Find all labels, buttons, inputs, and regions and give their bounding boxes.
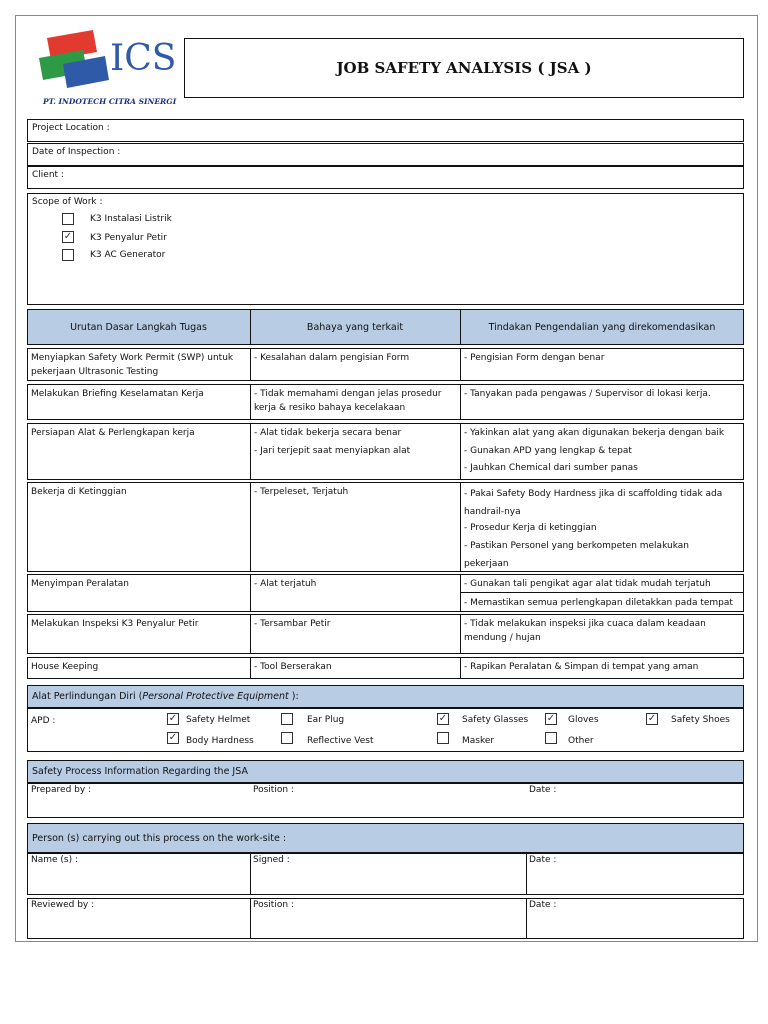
control-cell: - Tidak melakukan inspeksi jika cuaca dalam keadaan mendung / hujan bbox=[464, 619, 706, 643]
signed-label: Signed : bbox=[253, 855, 290, 865]
page-title: JOB SAFETY ANALYSIS ( JSA ) bbox=[336, 59, 592, 77]
task-cell: Persiapan Alat & Perlengkapan kerja bbox=[31, 428, 195, 438]
scope-checkbox-2[interactable]: ✓ bbox=[63, 231, 73, 242]
date-label: Date : bbox=[529, 900, 557, 910]
logo-shapes-icon bbox=[35, 28, 185, 108]
ppe-checkbox-masker[interactable] bbox=[437, 732, 449, 744]
ppe-item-label: Masker bbox=[462, 736, 495, 746]
control-cell: - Memastikan semua perlengkapan diletakkan pada tempat bbox=[464, 598, 733, 608]
control-cell: - Tanyakan pada pengawas / Supervisor di lokasi kerja. bbox=[464, 389, 711, 399]
control-cell: - Pakai Safety Body Hardness jika di scaffolding tidak ada handrail-nya bbox=[464, 489, 723, 517]
ppe-item-label: Other bbox=[568, 736, 594, 746]
task-cell: Melakukan Inspeksi K3 Penyalur Petir bbox=[31, 619, 199, 629]
date-inspection-label: Date of Inspection : bbox=[32, 147, 121, 157]
ppe-checkbox-other[interactable] bbox=[545, 732, 557, 744]
ppe-heading bbox=[27, 685, 744, 708]
ppe-item-label: Safety Helmet bbox=[186, 715, 251, 725]
scope-checkbox-3[interactable] bbox=[62, 249, 74, 261]
ppe-checkbox-gloves[interactable]: ✓ bbox=[546, 713, 556, 724]
task-cell: Menyimpan Peralatan bbox=[31, 579, 130, 589]
ppe-heading-prefix: Alat Perlindungan Diri ( bbox=[32, 691, 143, 702]
apd-label: APD : bbox=[31, 716, 56, 726]
client-field[interactable] bbox=[27, 166, 744, 189]
hazard-cell: - Tool Berserakan bbox=[254, 662, 332, 672]
hazard-cell: - Tidak memahami dengan jelas prosedur kerja & resiko bahaya kecelakaan bbox=[254, 389, 442, 413]
reviewed-row bbox=[27, 898, 744, 939]
date-label: Date : bbox=[529, 855, 557, 865]
column-header-control: Tindakan Pengendalian yang direkomendasikan bbox=[488, 321, 716, 333]
persons-heading: Person (s) carrying out this process on the work-site : bbox=[27, 823, 744, 853]
column-header-hazard: Bahaya yang terkait bbox=[306, 321, 404, 333]
ppe-heading-italic: Personal Protective Equipment bbox=[142, 691, 289, 702]
hazard-cell: - Alat terjatuh bbox=[254, 579, 317, 589]
scope-of-work-box bbox=[27, 193, 744, 305]
scope-item-label: K3 Instalasi Listrik bbox=[90, 214, 172, 224]
prepared-by-label: Prepared by : bbox=[31, 785, 92, 795]
hazard-cell: - Tersambar Petir bbox=[254, 619, 331, 629]
ppe-item-label: Safety Shoes bbox=[671, 715, 730, 725]
title-box bbox=[184, 38, 744, 98]
ppe-item-label: Gloves bbox=[568, 715, 599, 725]
project-location-label: Project Location : bbox=[32, 123, 110, 133]
control-cell: - Jauhkan Chemical dari sumber panas bbox=[464, 463, 638, 473]
hazard-cell: - Jari terjepit saat menyiapkan alat bbox=[254, 446, 411, 456]
hazard-cell: - Kesalahan dalam pengisian Form bbox=[254, 353, 410, 363]
names-label: Name (s) : bbox=[31, 855, 79, 865]
ppe-checkbox-ear-plug[interactable] bbox=[281, 713, 293, 725]
persons-row bbox=[27, 853, 744, 895]
ppe-checkbox-reflective-vest[interactable] bbox=[281, 732, 293, 744]
ppe-item-label: Reflective Vest bbox=[307, 736, 374, 746]
process-heading: Safety Process Information Regarding the JSA bbox=[27, 760, 744, 783]
client-label: Client : bbox=[32, 170, 64, 180]
control-cell: - Gunakan APD yang lengkap & tepat bbox=[464, 446, 632, 456]
scope-checkbox-1[interactable] bbox=[62, 213, 74, 225]
company-name: PT. INDOTECH CITRA SINERGI bbox=[43, 97, 177, 106]
control-cell: - Rapikan Peralatan & Simpan di tempat yang aman bbox=[464, 662, 699, 672]
ppe-checkbox-body-hardness[interactable]: ✓ bbox=[168, 732, 178, 743]
ppe-heading-suffix: ): bbox=[288, 691, 299, 702]
control-cell: - Yakinkan alat yang akan digunakan bekerja dengan baik bbox=[464, 428, 725, 438]
ppe-item-label: Body Hardness bbox=[186, 736, 254, 746]
ppe-checkbox-safety-glasses[interactable]: ✓ bbox=[438, 713, 448, 724]
svg-text:ICS: ICS bbox=[110, 38, 177, 79]
scope-item-label: K3 AC Generator bbox=[90, 250, 166, 260]
control-cell: - Pastikan Personel yang berkompeten melakukan pekerjaan bbox=[464, 541, 689, 569]
scope-label: Scope of Work : bbox=[32, 197, 103, 207]
hazard-cell: - Terpeleset, Terjatuh bbox=[254, 487, 349, 497]
position-label: Position : bbox=[253, 900, 294, 910]
reviewed-by-label: Reviewed by : bbox=[31, 900, 95, 910]
ppe-item-label: Safety Glasses bbox=[462, 715, 529, 725]
column-header-task: Urutan Dasar Langkah Tugas bbox=[70, 321, 207, 333]
process-box bbox=[27, 783, 744, 818]
task-cell: Menyiapkan Safety Work Permit (SWP) untuk pekerjaan Ultrasonic Testing bbox=[31, 353, 234, 377]
ppe-checkbox-safety-shoes[interactable]: ✓ bbox=[647, 713, 657, 724]
control-cell: - Pengisian Form dengan benar bbox=[464, 353, 605, 363]
date-inspection-field[interactable] bbox=[27, 143, 744, 166]
date-label: Date : bbox=[529, 785, 557, 795]
control-cell: - Gunakan tali pengikat agar alat tidak mudah terjatuh bbox=[464, 579, 711, 589]
ppe-item-label: Ear Plug bbox=[307, 715, 345, 725]
hazard-cell: - Alat tidak bekerja secara benar bbox=[254, 428, 402, 438]
project-location-field[interactable] bbox=[27, 119, 744, 142]
task-cell: Melakukan Briefing Keselamatan Kerja bbox=[31, 389, 204, 399]
task-cell: House Keeping bbox=[31, 662, 99, 672]
task-cell: Bekerja di Ketinggian bbox=[31, 487, 127, 497]
company-logo bbox=[35, 28, 185, 108]
position-label: Position : bbox=[253, 785, 294, 795]
ppe-checkbox-safety-helmet[interactable]: ✓ bbox=[168, 713, 178, 724]
ppe-box bbox=[27, 708, 744, 752]
control-cell: - Prosedur Kerja di ketinggian bbox=[464, 523, 597, 533]
scope-item-label: K3 Penyalur Petir bbox=[90, 233, 167, 243]
